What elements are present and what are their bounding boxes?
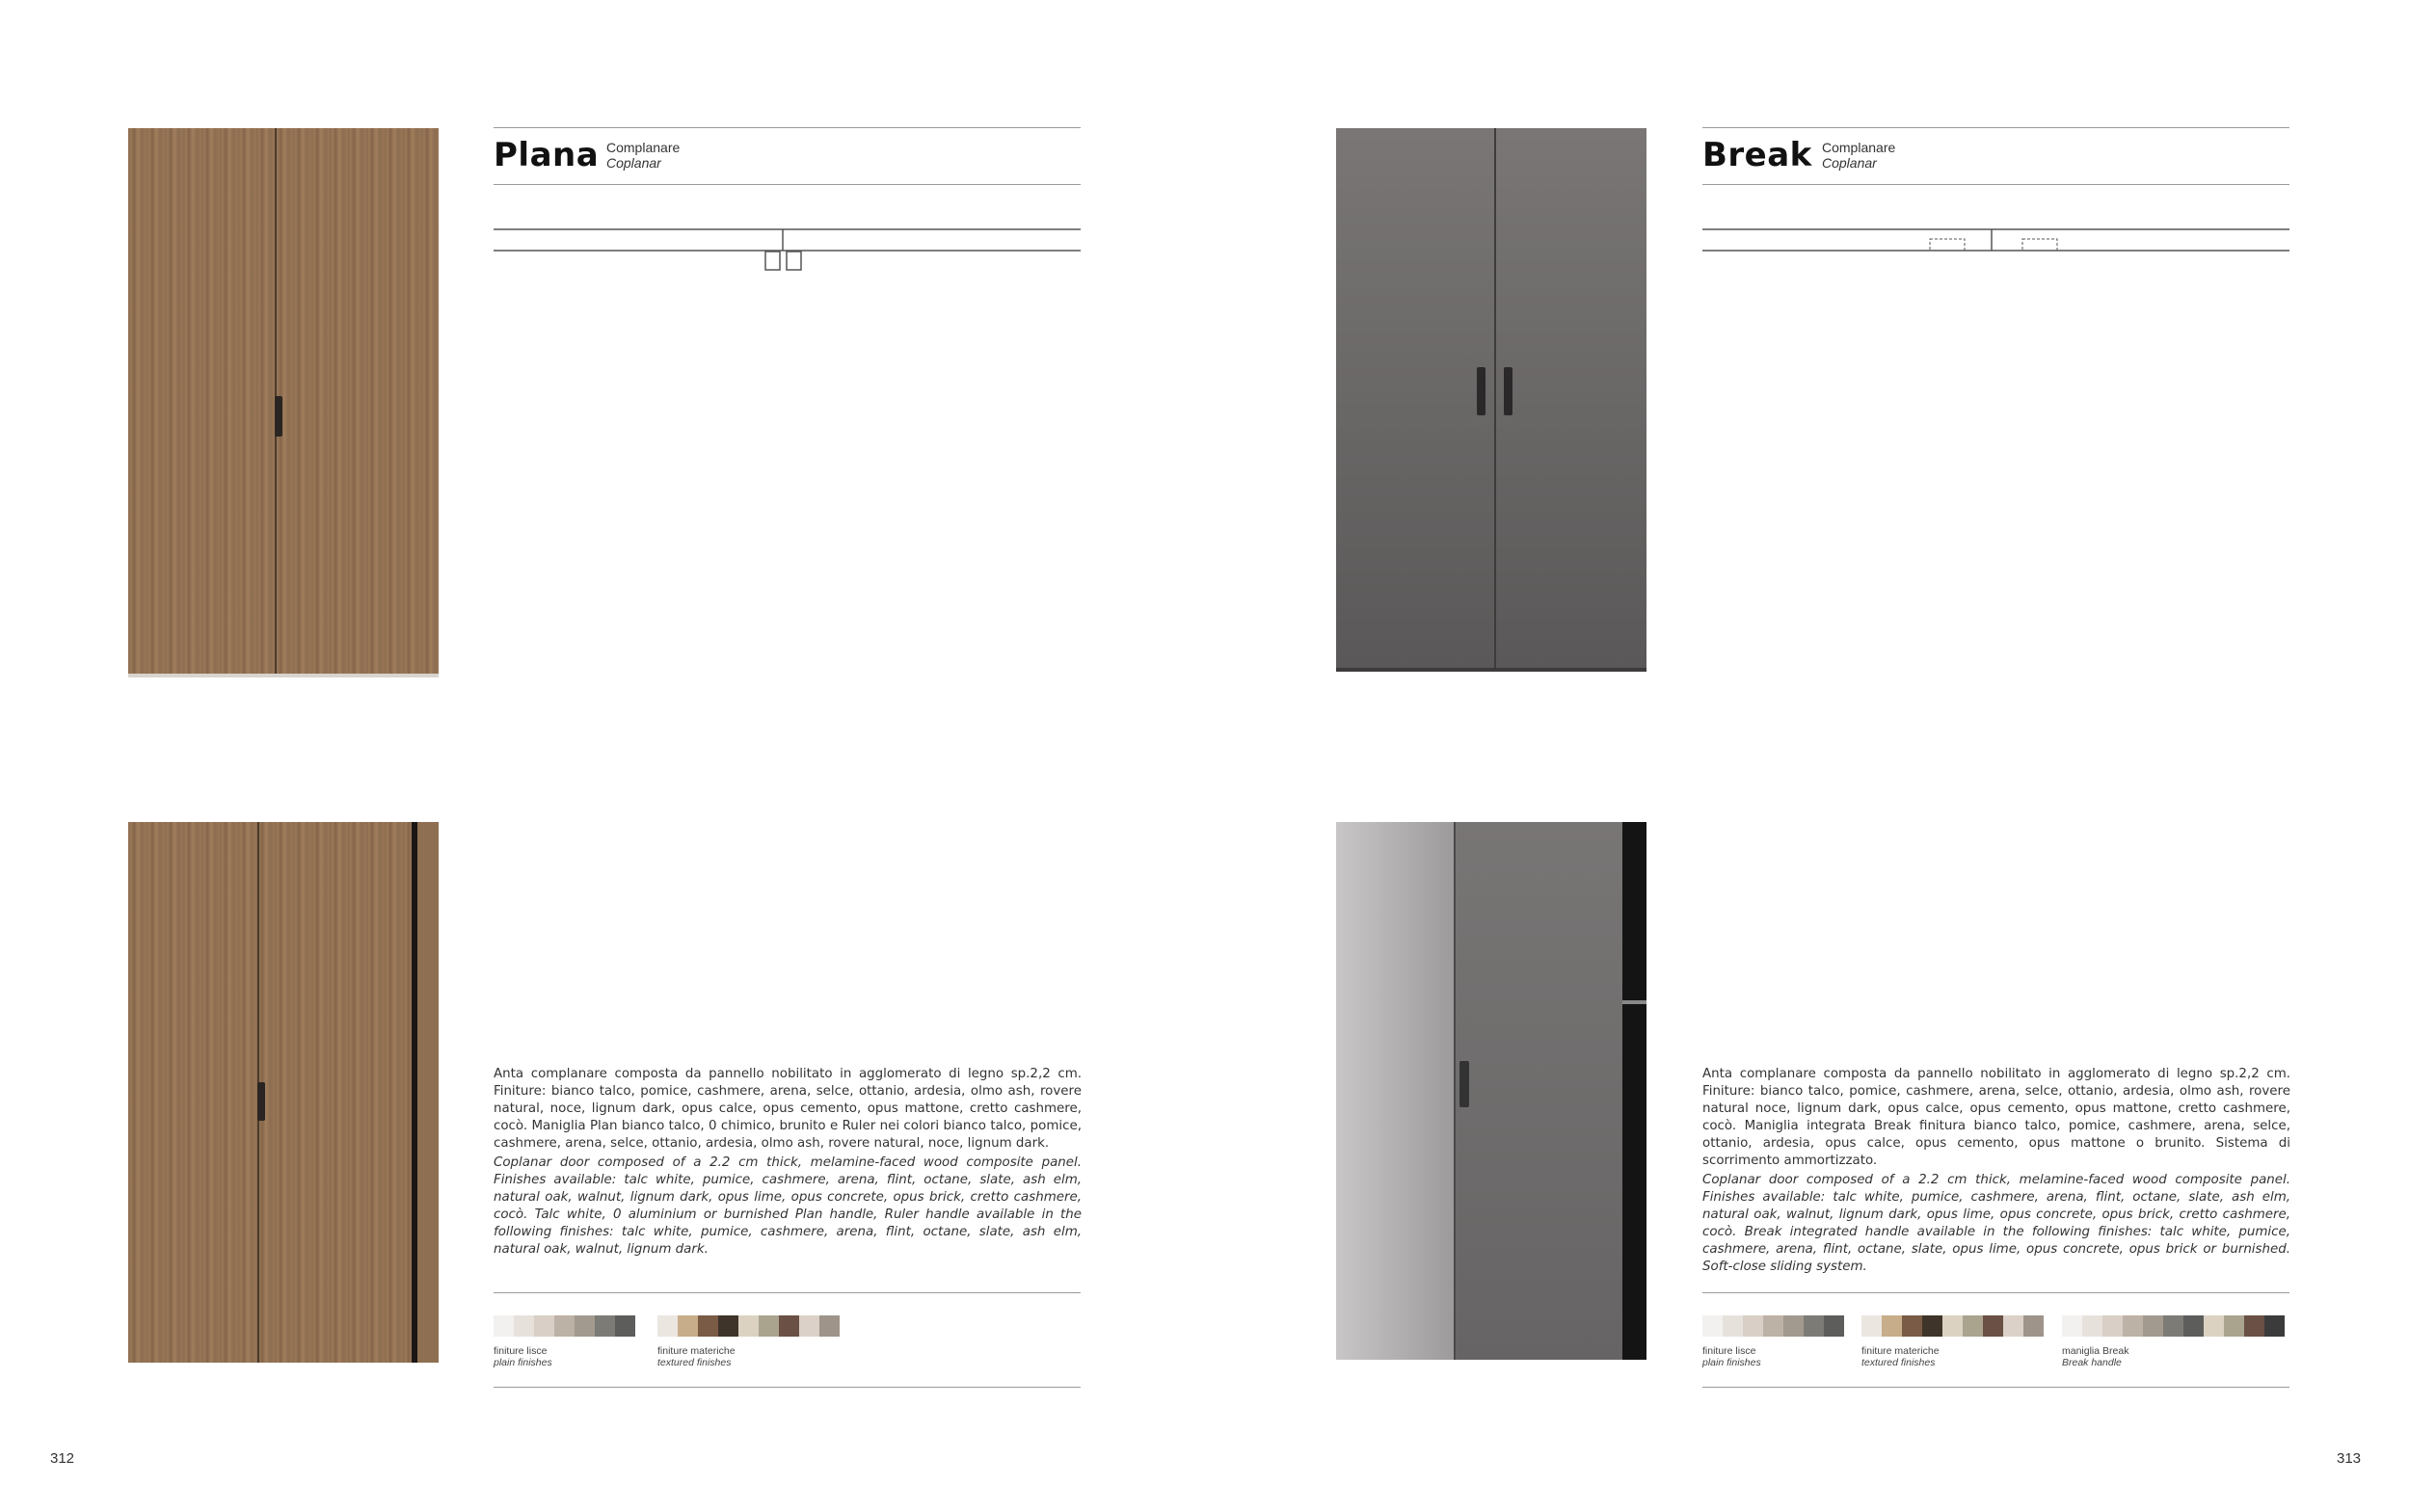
break-header-bottom-rule: [1702, 184, 2289, 185]
finish-swatch: [2183, 1315, 2204, 1337]
finish-swatch: [1983, 1315, 2003, 1337]
break-finishes-top-rule: [1702, 1292, 2289, 1293]
finish-swatch: [2204, 1315, 2224, 1337]
finish-swatch: [2163, 1315, 2183, 1337]
break-handle-finishes-caption: maniglia Break Break handle: [2062, 1345, 2129, 1368]
finish-swatch: [1804, 1315, 1824, 1337]
finish-swatch: [2143, 1315, 2163, 1337]
finish-swatch: [2264, 1315, 2285, 1337]
finish-swatch: [1922, 1315, 1942, 1337]
finish-swatch: [575, 1315, 595, 1337]
break-wardrobe-closed-image: [1336, 128, 1646, 668]
finish-swatch: [2062, 1315, 2082, 1337]
plana-description: [494, 1066, 1082, 1259]
plana-wardrobe-open-image: [128, 822, 439, 1363]
finish-swatch: [1902, 1315, 1922, 1337]
break-profile-diagram: [1702, 225, 2290, 254]
break-subtitle: [1822, 140, 1895, 171]
finish-swatch: [678, 1315, 698, 1337]
finish-swatch: [657, 1315, 678, 1337]
finish-swatch: [1882, 1315, 1902, 1337]
break-subtitle-it: Complanare: [1822, 140, 1896, 155]
break-textured-finishes-caption: finiture materiche textured finishes: [1861, 1345, 1940, 1368]
finish-swatch: [2102, 1315, 2123, 1337]
break-description-it: Anta complanare composta da pannello nobilitato in agglomerato di legno sp.2,2 cm. Finiture: bianco talco, pomice, cashmere, arena, selce, ottanio, ardesia, olmo ash, rovere natural noce, lignum dark, opus calce, opus cemento, opus mattone, cretto cashmere, cocò. Maniglia integrata Break finitura bianco talco, pomice, cashmere, arena, selce, ottanio, ardesia, opus calce, opus cemento, opus mattone o brunito. Sistema di scorrimento ammortizzato.: [1702, 1067, 2290, 1168]
plana-subtitle: [606, 140, 680, 171]
break-plain-finishes-caption: finiture lisce plain finishes: [1702, 1345, 1761, 1368]
finish-swatch: [2224, 1315, 2244, 1337]
page-number-right: 313: [2337, 1450, 2362, 1467]
plana-textured-finishes-swatches: [657, 1315, 840, 1337]
finish-swatch: [1723, 1315, 1743, 1337]
plana-plain-finishes-swatches: [494, 1315, 635, 1337]
finish-swatch: [534, 1315, 554, 1337]
plana-textured-finishes-caption: finiture materiche textured finishes: [657, 1345, 736, 1368]
finish-swatch: [819, 1315, 840, 1337]
finish-swatch: [759, 1315, 779, 1337]
finish-swatch: [2003, 1315, 2023, 1337]
break-wardrobe-open-image: [1336, 822, 1646, 1360]
finish-swatch: [738, 1315, 759, 1337]
break-finishes-bottom-rule: [1702, 1387, 2289, 1388]
finish-swatch: [595, 1315, 615, 1337]
finish-swatch: [779, 1315, 799, 1337]
finish-swatch: [1763, 1315, 1783, 1337]
finish-swatch: [2082, 1315, 2102, 1337]
plana-finishes-bottom-rule: [494, 1387, 1081, 1388]
plana-wardrobe-closed-image: [128, 128, 439, 674]
break-header-top-rule: [1702, 127, 2289, 128]
finish-swatch: [554, 1315, 575, 1337]
break-subtitle-en: Coplanar: [1822, 155, 1877, 171]
plana-description-en: Coplanar door composed of a 2.2 cm thick, melamine-faced wood composite panel. Finishes available: talc white, pumice, cashmere, arena, flint, octane, slate, ash elm, natural oak, walnut, lignum dark, opus lime, opus concrete, opus brick, cretto cashmere, cocò. Talc white, 0 aluminium or burnished Plan handle, Ruler handle available in the following finishes: talc white, pumice, cashmere, arena, flint, octane, slate, ash elm, natural oak, walnut, lignum dark.: [494, 1155, 1082, 1257]
plana-header-bottom-rule: [494, 184, 1081, 185]
finish-swatch: [2123, 1315, 2143, 1337]
plana-subtitle-en: Coplanar: [606, 155, 661, 171]
finish-swatch: [1963, 1315, 1983, 1337]
plana-description-it: Anta complanare composta da pannello nobilitato in agglomerato di legno sp.2,2 cm. Finiture: bianco talco, pomice, cashmere, arena, selce, ottanio, ardesia, olmo ash, rovere natural, noce, lignum dark, opus calce, opus cemento, opus mattone, cretto cashmere, cocò. Maniglia Plan bianco talco, 0 chimico, brunito e Ruler nei colori bianco talco, pomice, cashmere, arena, selce, ottanio, ardesia, olmo ash, rovere natural, noce, lignum dark.: [494, 1067, 1082, 1151]
finish-swatch: [698, 1315, 718, 1337]
break-handle-finishes-swatches: [2062, 1315, 2285, 1337]
break-title: Break: [1702, 136, 1812, 174]
plana-subtitle-it: Complanare: [606, 140, 681, 155]
finish-swatch: [799, 1315, 819, 1337]
finish-swatch: [1743, 1315, 1763, 1337]
finish-swatch: [2023, 1315, 2044, 1337]
finish-swatch: [1702, 1315, 1723, 1337]
finish-swatch: [514, 1315, 534, 1337]
finish-swatch: [1861, 1315, 1882, 1337]
finish-swatch: [718, 1315, 738, 1337]
finish-swatch: [1942, 1315, 1963, 1337]
page-number-left: 312: [50, 1450, 75, 1467]
break-description: [1702, 1066, 2290, 1276]
plana-header-top-rule: [494, 127, 1081, 128]
plana-finishes-top-rule: [494, 1292, 1081, 1293]
break-plain-finishes-swatches: [1702, 1315, 1844, 1337]
plana-title: Plana: [494, 136, 600, 174]
finish-swatch: [1783, 1315, 1804, 1337]
finish-swatch: [2244, 1315, 2264, 1337]
finish-swatch: [1824, 1315, 1844, 1337]
finish-swatch: [494, 1315, 514, 1337]
finish-swatch: [615, 1315, 635, 1337]
break-description-en: Coplanar door composed of a 2.2 cm thick, melamine-faced wood composite panel. Finishes available: talc white, pumice, cashmere, arena, flint, octane, slate, ash elm, natural oak, walnut, lignum dark, opus lime, opus concrete, opus brick, cretto cashmere, cocò. Break integrated handle available in the following finishes: talc white, pumice, cashmere, arena, flint, octane, slate, opus lime, opus concrete, opus brick or burnished. Soft-close sliding system.: [1702, 1173, 2290, 1274]
break-textured-finishes-swatches: [1861, 1315, 2044, 1337]
plana-plain-finishes-caption: finiture lisce plain finishes: [494, 1345, 552, 1368]
plana-profile-diagram: [494, 225, 1082, 274]
